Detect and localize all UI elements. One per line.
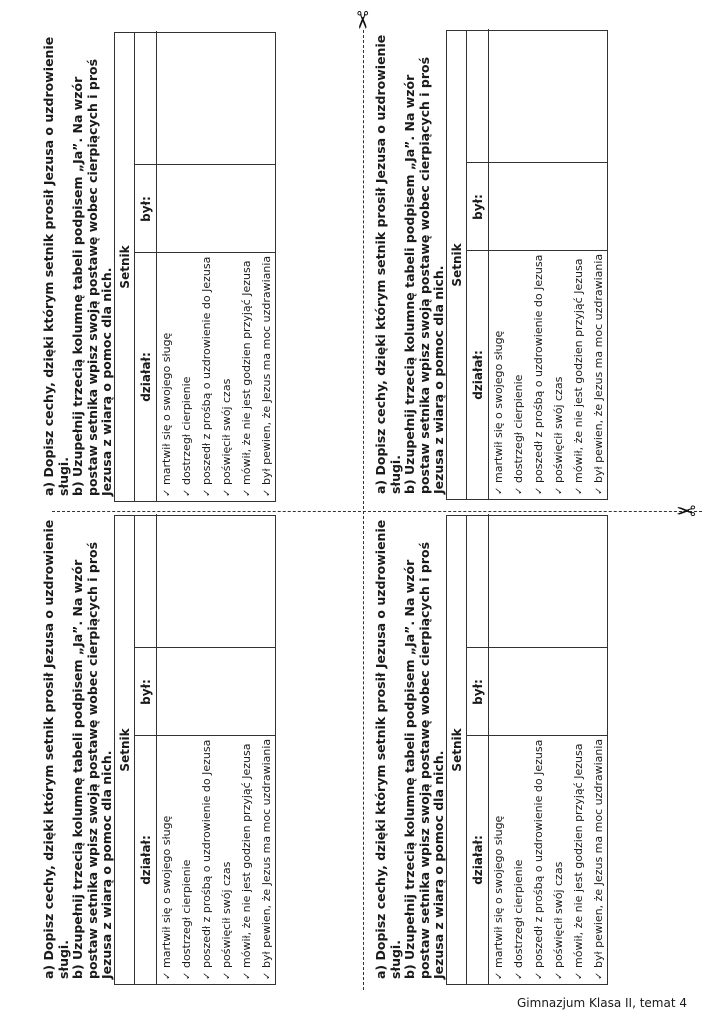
checkmark-icon: ✓ [162, 488, 173, 497]
list-item-text: był pewien, że Jezus ma moc uzdrawiania [260, 255, 273, 485]
setnik-table [114, 32, 276, 502]
checkmark-icon: ✓ [222, 971, 233, 980]
list-item-text: martwił się o swojego sługę [160, 815, 173, 968]
list-item [489, 251, 509, 499]
list-item-text: mówił, że nie jest godzien przyjąć Jezusa [572, 743, 585, 968]
table-title: Setnik [447, 31, 467, 499]
instruction-a: a) Dopisz cechy, dzięki którym setnik prosił Jezusa o uzdrowienie sługi. [373, 519, 403, 979]
list-item [177, 253, 197, 501]
instructions [42, 34, 115, 496]
list-item [257, 736, 277, 984]
list-item [589, 251, 609, 499]
list-item-text: dostrzegł cierpienie [180, 859, 193, 968]
list-item-text: dostrzegł cierpienie [180, 376, 193, 485]
checkmark-icon: ✓ [574, 971, 585, 980]
list-item [549, 251, 569, 499]
list-item-text: martwił się o swojego sługę [492, 330, 505, 483]
list-item [237, 736, 257, 984]
setnik-table [114, 515, 276, 985]
list-item-text: poszedł z prośbą o uzdrowienie do Jezusa [200, 256, 213, 485]
list-item [257, 253, 277, 501]
worksheet-card [42, 515, 357, 985]
column-header-dzialal: działał: [135, 253, 157, 501]
setnik-table [446, 515, 608, 985]
list-item-text: dostrzegł cierpienie [512, 859, 525, 968]
list-item-text: mówił, że nie jest godzien przyjąć Jezusa [240, 743, 253, 968]
checkmark-icon: ✓ [534, 971, 545, 980]
trait-list [157, 253, 277, 501]
table-title: Setnik [447, 516, 467, 984]
cut-line-vertical [363, 30, 364, 990]
list-item [237, 253, 257, 501]
column-header-byl: był: [467, 648, 489, 736]
column-header-dzialal: działał: [467, 251, 489, 499]
list-item [589, 736, 609, 984]
column-divider [135, 164, 275, 165]
checkmark-icon: ✓ [514, 486, 525, 495]
list-item-text: poświęcił swój czas [552, 376, 565, 483]
list-item [197, 736, 217, 984]
column-header-dzialal: działał: [135, 736, 157, 984]
list-item [509, 251, 529, 499]
list-item [509, 736, 529, 984]
list-item-text: poszedł z prośbą o uzdrowienie do Jezusa [532, 739, 545, 968]
column-divider [467, 647, 607, 648]
table-title: Setnik [115, 33, 135, 501]
worksheet-card [374, 30, 689, 500]
checkmark-icon: ✓ [182, 488, 193, 497]
scissors-icon: ✂ [348, 9, 377, 31]
checkmark-icon: ✓ [262, 488, 273, 497]
column-header-byl: był: [135, 165, 157, 253]
instruction-a: a) Dopisz cechy, dzięki którym setnik prosił Jezusa o uzdrowienie sługi. [41, 36, 71, 496]
checkmark-icon: ✓ [554, 971, 565, 980]
checkmark-icon: ✓ [594, 486, 605, 495]
checkmark-icon: ✓ [162, 971, 173, 980]
checkmark-icon: ✓ [242, 971, 253, 980]
trait-list [489, 251, 609, 499]
table-title: Setnik [115, 516, 135, 984]
instructions [374, 32, 447, 494]
list-item [569, 251, 589, 499]
list-item-text: poszedł z prośbą o uzdrowienie do Jezusa [200, 739, 213, 968]
list-item-text: poszedł z prośbą o uzdrowienie do Jezusa [532, 254, 545, 483]
checkmark-icon: ✓ [514, 971, 525, 980]
list-item [569, 736, 589, 984]
list-item [177, 736, 197, 984]
checkmark-icon: ✓ [594, 971, 605, 980]
list-item-text: był pewien, że Jezus ma moc uzdrawiania [592, 738, 605, 968]
instruction-b: b) Uzupełnij trzecią kolumnę tabeli podpisem „Ja”. Na wzór postaw setnika wpisz swoją postawę wobec cierpiących i proś Jezusa z wiarą o pomoc dla nich. [402, 541, 446, 979]
column-divider [135, 647, 275, 648]
list-item-text: mówił, że nie jest godzien przyjąć Jezusa [572, 258, 585, 483]
list-item-text: martwił się o swojego sługę [160, 332, 173, 485]
column-header-byl: był: [135, 648, 157, 736]
checkmark-icon: ✓ [182, 971, 193, 980]
checkmark-icon: ✓ [494, 486, 505, 495]
list-item-text: dostrzegł cierpienie [512, 374, 525, 483]
cut-line-horizontal [52, 511, 702, 512]
instruction-a: a) Dopisz cechy, dzięki którym setnik prosił Jezusa o uzdrowienie sługi. [373, 34, 403, 494]
column-header-ja [135, 31, 157, 165]
list-item [489, 736, 509, 984]
checkmark-icon: ✓ [262, 971, 273, 980]
instruction-b: b) Uzupełnij trzecią kolumnę tabeli podpisem „Ja”. Na wzór postaw setnika wpisz swoją postawę wobec cierpiących i proś Jezusa z wiarą o pomoc dla nich. [70, 58, 114, 496]
column-header-ja [135, 514, 157, 648]
footer-label: Gimnazjum Klasa II, temat 4 [517, 996, 687, 1010]
list-item [157, 253, 177, 501]
list-item-text: martwił się o swojego sługę [492, 815, 505, 968]
list-item-text: poświęcił swój czas [220, 378, 233, 485]
instructions [374, 517, 447, 979]
scissors-icon: ✂ [676, 496, 697, 524]
list-item-text: poświęcił swój czas [220, 861, 233, 968]
checkmark-icon: ✓ [222, 488, 233, 497]
list-item [157, 736, 177, 984]
list-item [217, 736, 237, 984]
list-item-text: mówił, że nie jest godzien przyjąć Jezusa [240, 260, 253, 485]
instruction-a: a) Dopisz cechy, dzięki którym setnik prosił Jezusa o uzdrowienie sługi. [41, 519, 71, 979]
checkmark-icon: ✓ [202, 971, 213, 980]
list-item [529, 736, 549, 984]
list-item [217, 253, 237, 501]
worksheet-card [374, 515, 689, 985]
instruction-b: b) Uzupełnij trzecią kolumnę tabeli podpisem „Ja”. Na wzór postaw setnika wpisz swoją postawę wobec cierpiących i proś Jezusa z wiarą o pomoc dla nich. [70, 541, 114, 979]
list-item [549, 736, 569, 984]
instructions [42, 517, 115, 979]
trait-list [157, 736, 277, 984]
list-item [197, 253, 217, 501]
list-item-text: poświęcił swój czas [552, 861, 565, 968]
column-divider [467, 162, 607, 163]
checkmark-icon: ✓ [494, 971, 505, 980]
column-header-ja [467, 514, 489, 648]
checkmark-icon: ✓ [554, 486, 565, 495]
checkmark-icon: ✓ [202, 488, 213, 497]
setnik-table [446, 30, 608, 500]
column-header-byl: był: [467, 163, 489, 251]
checkmark-icon: ✓ [242, 488, 253, 497]
list-item-text: był pewien, że Jezus ma moc uzdrawiania [592, 253, 605, 483]
column-header-dzialal: działał: [467, 736, 489, 984]
checkmark-icon: ✓ [574, 486, 585, 495]
checkmark-icon: ✓ [534, 486, 545, 495]
worksheet-card [42, 32, 357, 502]
trait-list [489, 736, 609, 984]
list-item [529, 251, 549, 499]
list-item-text: był pewien, że Jezus ma moc uzdrawiania [260, 738, 273, 968]
column-header-ja [467, 29, 489, 163]
instruction-b: b) Uzupełnij trzecią kolumnę tabeli podpisem „Ja”. Na wzór postaw setnika wpisz swoją postawę wobec cierpiących i proś Jezusa z wiarą o pomoc dla nich. [402, 56, 446, 494]
